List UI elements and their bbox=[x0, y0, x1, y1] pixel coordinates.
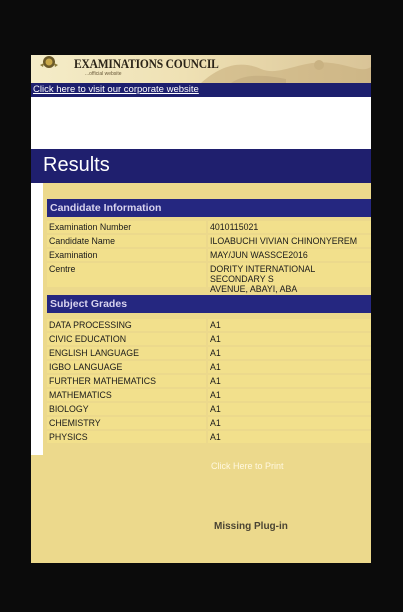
table-cell bbox=[208, 263, 371, 294]
subject-name: IGBO LANGUAGE bbox=[49, 362, 123, 372]
subject-grade: A1 bbox=[210, 348, 221, 358]
table-cell bbox=[47, 417, 206, 429]
info-value: ILOABUCHI VIVIAN CHINONYEREM bbox=[210, 236, 358, 246]
candidate-info-table bbox=[47, 221, 371, 294]
table-cell bbox=[208, 389, 371, 401]
candidate-info-header bbox=[47, 199, 371, 217]
results-header bbox=[31, 149, 371, 183]
table-cell bbox=[208, 403, 371, 415]
subject-grade: A1 bbox=[210, 362, 221, 372]
subject-grade: A1 bbox=[210, 432, 221, 442]
council-subtitle: ...official website bbox=[85, 71, 122, 77]
info-value: 4010115021 bbox=[210, 222, 259, 232]
table-cell bbox=[208, 417, 371, 429]
subject-grade: A1 bbox=[210, 334, 221, 344]
banner-artwork bbox=[191, 55, 371, 83]
subject-name: DATA PROCESSING bbox=[49, 320, 132, 330]
table-row bbox=[47, 431, 371, 443]
table-row bbox=[47, 235, 371, 247]
table-cell bbox=[47, 431, 206, 443]
table-row bbox=[47, 375, 371, 387]
council-title: EXAMINATIONS COUNCIL bbox=[74, 57, 219, 71]
table-row bbox=[47, 347, 371, 359]
table-row bbox=[47, 333, 371, 345]
table-cell bbox=[47, 319, 206, 331]
subject-name: CHEMISTRY bbox=[49, 418, 101, 428]
subject-name: PHYSICS bbox=[49, 432, 88, 442]
table-row bbox=[47, 319, 371, 331]
subject-grades-heading: Subject Grades bbox=[50, 298, 128, 310]
table-cell bbox=[47, 361, 206, 373]
site-banner bbox=[31, 55, 371, 83]
table-cell bbox=[47, 333, 206, 345]
table-cell bbox=[208, 375, 371, 387]
subject-grade: A1 bbox=[210, 320, 221, 330]
corporate-website-link[interactable]: Click here to visit our corporate website bbox=[33, 84, 199, 95]
subject-name: FURTHER MATHEMATICS bbox=[49, 376, 157, 386]
table-row bbox=[47, 361, 371, 373]
subject-name: MATHEMATICS bbox=[49, 390, 112, 400]
subject-grade: A1 bbox=[210, 418, 221, 428]
page-title: Results bbox=[43, 154, 110, 176]
info-label: Examination Number bbox=[49, 222, 132, 232]
missing-plugin-message: Missing Plug-in bbox=[214, 521, 288, 532]
table-row bbox=[47, 403, 371, 415]
table-row bbox=[47, 417, 371, 429]
table-cell bbox=[47, 221, 206, 233]
info-value: DORITY INTERNATIONAL SECONDARY S AVENUE, ABAYI, ABA bbox=[210, 264, 315, 294]
table-cell bbox=[47, 389, 206, 401]
table-cell bbox=[47, 249, 206, 261]
subject-grade: A1 bbox=[210, 390, 221, 400]
table-cell bbox=[208, 333, 371, 345]
table-cell bbox=[208, 235, 371, 247]
table-row bbox=[47, 249, 371, 261]
table-cell bbox=[47, 347, 206, 359]
table-row bbox=[47, 263, 371, 294]
print-area bbox=[31, 455, 371, 563]
table-cell bbox=[47, 403, 206, 415]
print-link[interactable]: Click Here to Print bbox=[211, 461, 284, 471]
table-cell bbox=[208, 221, 371, 233]
table-cell bbox=[208, 431, 371, 443]
table-cell bbox=[208, 319, 371, 331]
subject-name: BIOLOGY bbox=[49, 404, 89, 414]
candidate-info-heading: Candidate Information bbox=[50, 202, 162, 214]
subject-grades-header bbox=[47, 295, 371, 313]
table-row bbox=[47, 389, 371, 401]
subject-name: CIVIC EDUCATION bbox=[49, 334, 127, 344]
info-label: Candidate Name bbox=[49, 236, 116, 246]
subject-grade: A1 bbox=[210, 404, 221, 414]
table-cell bbox=[208, 347, 371, 359]
info-value: MAY/JUN WASSCE2016 bbox=[210, 250, 308, 260]
corporate-link-bar bbox=[31, 83, 371, 97]
table-cell bbox=[47, 375, 206, 387]
info-label: Examination bbox=[49, 250, 98, 260]
browser-screenshot bbox=[31, 55, 371, 563]
subject-grade: A1 bbox=[210, 376, 221, 386]
table-cell bbox=[47, 263, 206, 287]
council-logo-icon bbox=[38, 55, 60, 73]
subject-name: ENGLISH LANGUAGE bbox=[49, 348, 139, 358]
info-label: Centre bbox=[49, 264, 76, 274]
table-cell bbox=[47, 235, 206, 247]
table-row bbox=[47, 221, 371, 233]
table-cell bbox=[208, 249, 371, 261]
table-cell bbox=[208, 361, 371, 373]
